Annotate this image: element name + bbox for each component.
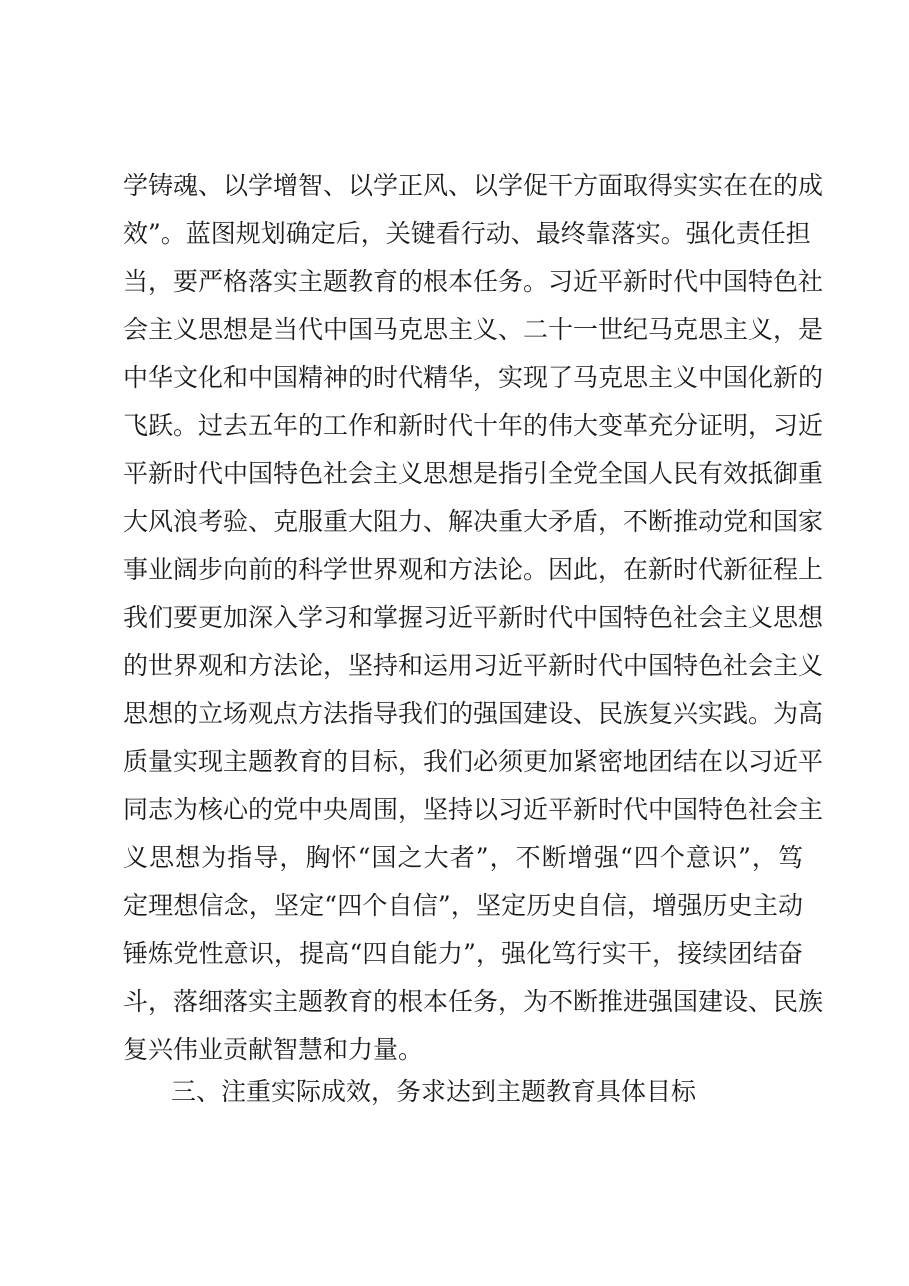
paragraph-line: 大风浪考验、克服重大阻力、解决重大矛盾，不断推动党和国家 bbox=[123, 507, 824, 536]
paragraph-line: 斗，落细落实主题教育的根本任务，为不断推进强国建设、民族 bbox=[123, 987, 824, 1016]
paragraph-line: 定理想信念，坚定“四个自信”，坚定历史自信，增强历史主动 bbox=[123, 891, 803, 920]
paragraph-line: 效”。蓝图规划确定后，关键看行动、最终靠落实。强化责任担 bbox=[123, 219, 811, 248]
paragraph-line: 锤炼党性意识，提高“四自能力”，强化笃行实干，接续团结奋 bbox=[123, 939, 803, 968]
paragraph-line: 平新时代中国特色社会主义思想是指引全党全国人民有效抵御重 bbox=[123, 459, 824, 488]
paragraph-line: 复兴伟业贡献智慧和力量。 bbox=[123, 1035, 424, 1064]
paragraph-line: 同志为核心的党中央周围，坚持以习近平新时代中国特色社会主 bbox=[123, 795, 824, 824]
paragraph-line: 事业阔步向前的科学世界观和方法论。因此，在新时代新征程上 bbox=[123, 555, 824, 584]
paragraph-line: 我们要更加深入学习和掌握习近平新时代中国特色社会主义思想 bbox=[123, 603, 824, 632]
body-paragraph bbox=[123, 162, 824, 1074]
paragraph-line: 当，要严格落实主题教育的根本任务。习近平新时代中国特色社 bbox=[123, 267, 824, 296]
paragraph-line: 飞跃。过去五年的工作和新时代十年的伟大变革充分证明，习近 bbox=[123, 411, 824, 440]
paragraph-line: 会主义思想是当代中国马克思主义、二十一世纪马克思主义，是 bbox=[123, 315, 824, 344]
paragraph-line: 中华文化和中国精神的时代精华，实现了马克思主义中国化新的 bbox=[123, 363, 824, 392]
paragraph-line: 学铸魂、以学增智、以学正风、以学促干方面取得实实在在的成 bbox=[123, 171, 824, 200]
section-heading: 三、注重实际成效，务求达到主题教育具体目标 bbox=[171, 1077, 697, 1106]
paragraph-line: 的世界观和方法论，坚持和运用习近平新时代中国特色社会主义 bbox=[123, 651, 824, 680]
paragraph-line: 义思想为指导，胸怀“国之大者”，不断增强“四个意识”，笃 bbox=[123, 843, 803, 872]
paragraph-line: 质量实现主题教育的目标，我们必须更加紧密地团结在以习近平 bbox=[123, 747, 824, 776]
paragraph-line: 思想的立场观点方法指导我们的强国建设、民族复兴实践。为高 bbox=[123, 699, 824, 728]
